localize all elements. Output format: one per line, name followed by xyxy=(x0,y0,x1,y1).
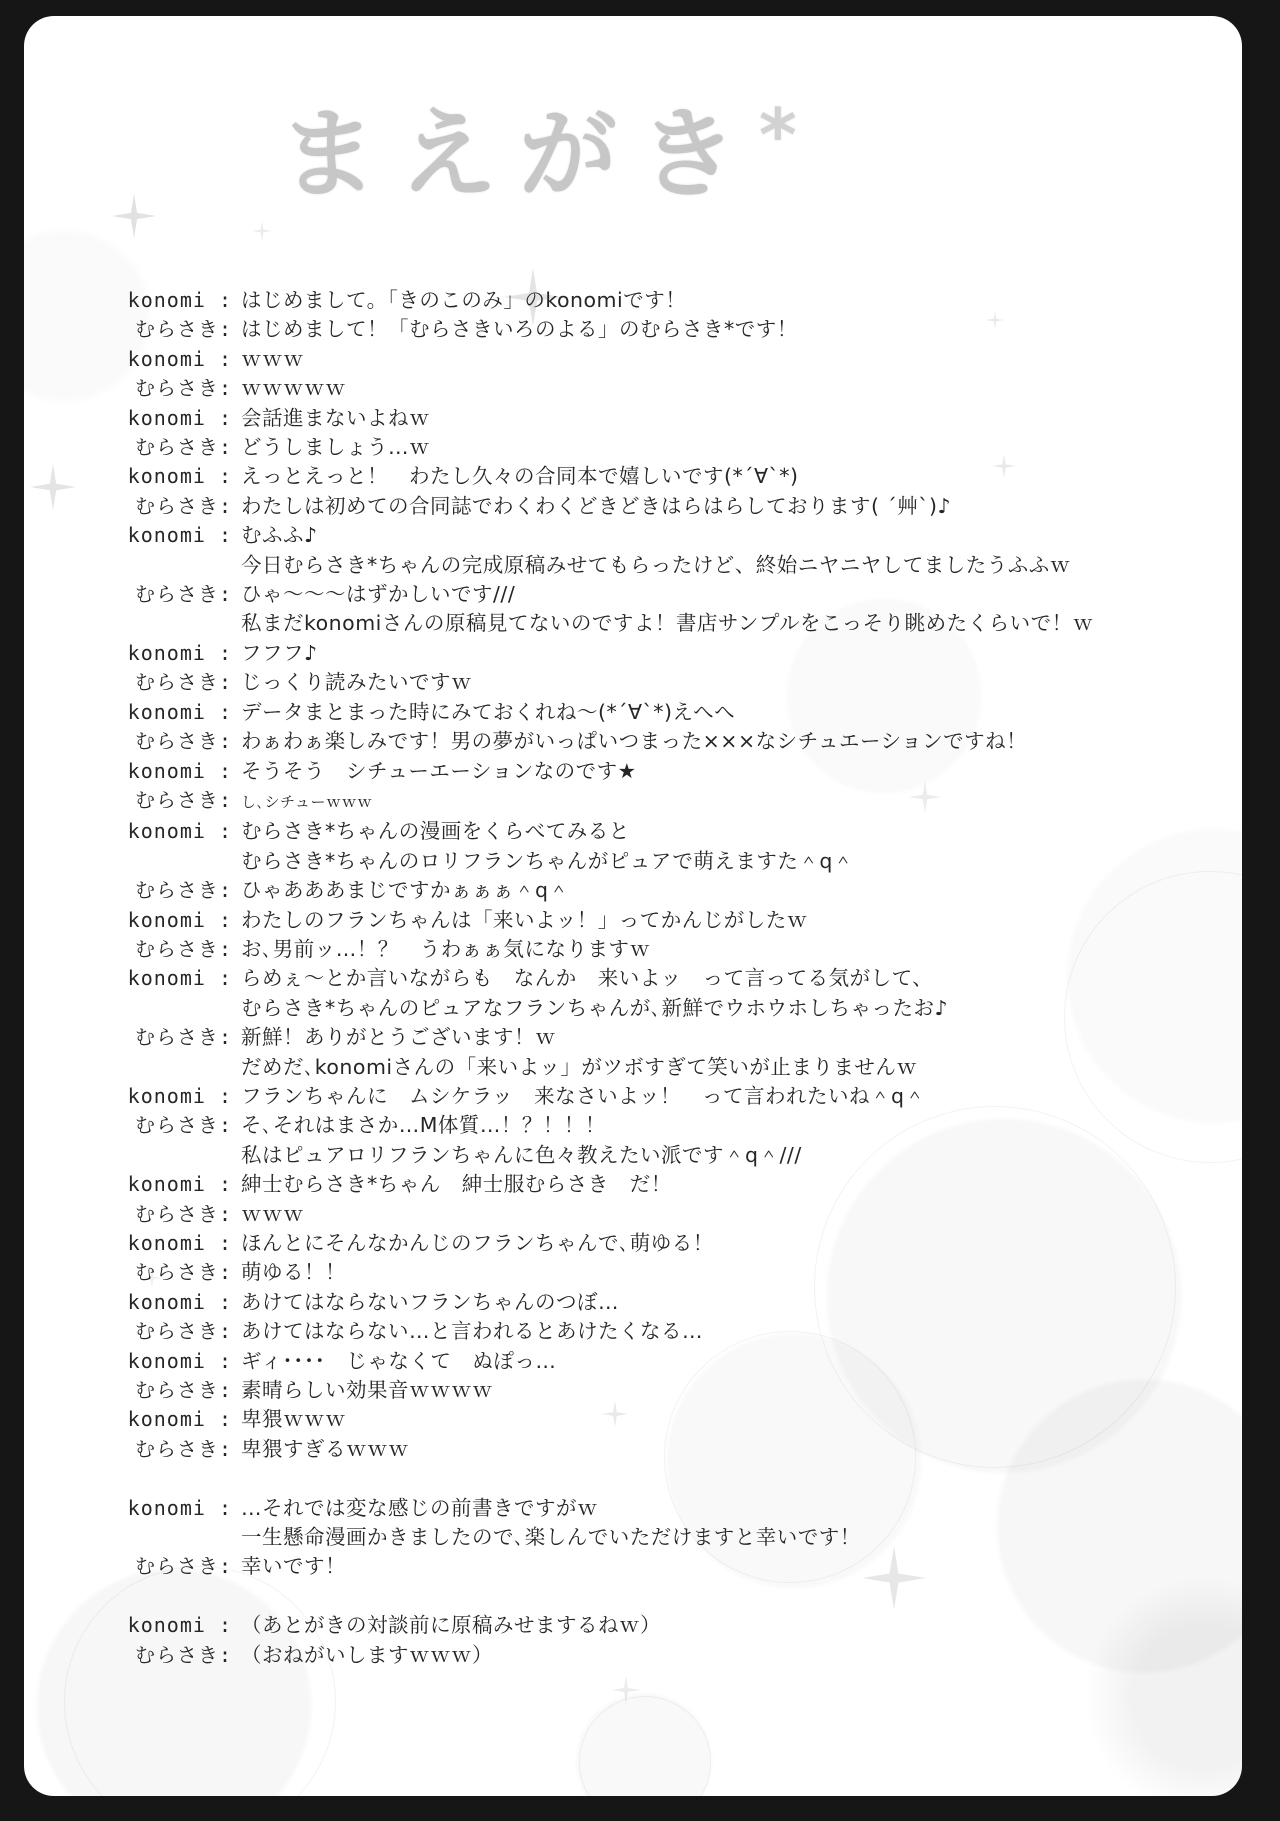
dialogue-text: らめぇ～とか言いながらも なんか 来いよッ って言ってる気がして、 xyxy=(241,966,934,991)
sparkle-icon xyxy=(30,464,76,510)
speaker-label: konomi : xyxy=(127,640,232,665)
dialogue-text: 紳士むらさき*ちゃん 紳士服むらさき だ！ xyxy=(241,1172,672,1197)
dialogue-line xyxy=(102,345,1212,374)
speaker-label: konomi : xyxy=(127,1407,232,1432)
dialogue-line xyxy=(102,1053,1212,1082)
speaker-label: むらさき: xyxy=(134,1554,232,1579)
dialogue-line xyxy=(102,1141,1212,1170)
speaker-label: むらさき: xyxy=(134,493,232,518)
dialogue-line xyxy=(102,1082,1212,1111)
speaker-label: むらさき: xyxy=(134,582,232,607)
dialogue-text: 新鮮！ありがとうございます！ｗ xyxy=(241,1025,556,1050)
dialogue-text: あけてはならない…と言われるとあけたくなる… xyxy=(241,1319,703,1344)
speaker-label: konomi : xyxy=(127,1231,232,1255)
dialogue-line xyxy=(102,551,1212,580)
dialogue-text: そ､それはまさか…M体質…！？！！！ xyxy=(241,1113,606,1138)
dialogue-line xyxy=(102,906,1212,935)
dialogue-text: 私まだkonomiさんの原稿見てないのですよ！書店サンプルをこっそり眺めたくらいで！ｗ xyxy=(241,611,1094,636)
dialogue-line xyxy=(102,668,1212,697)
dialogue-text: データまとまった時にみておくれね～(*´∀`*)えへへ xyxy=(241,699,736,724)
dialogue-text: ひゃ～～～はずかしいです/// xyxy=(241,582,516,607)
dialogue-text: 卑猥ｗｗｗ xyxy=(241,1407,346,1432)
dialogue-line xyxy=(102,462,1212,491)
dialogue-text: どうしましょう…ｗ xyxy=(241,435,430,460)
dialogue-line xyxy=(102,964,1212,993)
dialogue-text: むふふ♪ xyxy=(241,523,318,548)
speaker-label: むらさき: xyxy=(134,317,232,342)
speaker-label: konomi : xyxy=(127,523,232,548)
dialogue-line xyxy=(102,1347,1212,1376)
page-title-text: まえがき xyxy=(279,98,760,212)
speaker-label: むらさき: xyxy=(134,1201,232,1226)
dialogue-text: し､シチューｗｗｗ xyxy=(241,792,373,811)
speaker-label: むらさき: xyxy=(134,878,232,903)
dialogue-text: ほんとにそんなかんじのフランちゃんで､萌ゆる！ xyxy=(241,1231,714,1255)
speaker-label: むらさき: xyxy=(134,787,232,812)
dialogue-line xyxy=(102,935,1212,964)
dialogue-text: ｗｗｗ xyxy=(241,346,304,371)
bubble-decoration xyxy=(579,1696,711,1796)
speaker-label: konomi : xyxy=(127,405,232,430)
dialogue-text: だめだ､konomiさんの「来いよッ」がツボすぎて笑いが止まりませんｗ xyxy=(241,1054,918,1079)
dialogue-line xyxy=(102,1023,1212,1052)
dialogue-text: 卑猥すぎるｗｗｗ xyxy=(241,1436,409,1461)
dialogue-text: むらさき*ちゃんのピュアなフランちゃんが､新鮮でウホウホしちゃったお♪ xyxy=(241,995,949,1020)
dialogue-text: わたしは初めての合同誌でわくわくどきどきはらはらしております( ´艸`)♪ xyxy=(241,493,952,518)
speaker-label: むらさき: xyxy=(134,1319,232,1344)
dialogue-line xyxy=(102,1523,1212,1552)
dialogue-text: ギィ････ じゃなくて ぬぽっ… xyxy=(241,1348,557,1373)
dialogue-line xyxy=(102,609,1212,638)
speaker-label: むらさき: xyxy=(134,1260,232,1285)
dialogue-line xyxy=(102,1258,1212,1287)
dialogue-line xyxy=(102,1111,1212,1140)
dialogue-text: （おねがいしますｗｗｗ） xyxy=(241,1642,493,1667)
speaker-label: むらさき: xyxy=(134,670,232,695)
speaker-label: konomi : xyxy=(127,464,232,489)
dialogue-line xyxy=(102,433,1212,462)
speaker-label: konomi : xyxy=(127,346,232,371)
speaker-label: konomi : xyxy=(127,288,232,312)
page-title xyxy=(279,76,797,217)
dialogue-line xyxy=(102,847,1212,876)
dialogue-text: フランちゃんに ムシケラッ 来なさいよッ！ って言われたいね＾q＾ xyxy=(241,1083,926,1108)
speaker-label: むらさき: xyxy=(134,1113,232,1138)
dialogue-text: 一生懸命漫画かきましたので､楽しんでいただけますと幸いです！ xyxy=(241,1525,861,1550)
speaker-label: むらさき: xyxy=(134,1436,232,1461)
dialogue-line xyxy=(102,315,1212,344)
sparkle-icon xyxy=(252,221,272,241)
speaker-label: むらさき: xyxy=(134,1378,232,1403)
dialogue-text: フフフ♪ xyxy=(241,640,318,665)
dialogue-text: 萌ゆる！！ xyxy=(241,1260,346,1285)
speaker-label: むらさき: xyxy=(134,1642,232,1667)
dialogue-line xyxy=(102,757,1212,786)
dialogue-line xyxy=(102,1376,1212,1405)
dialogue-line xyxy=(102,1200,1212,1229)
speaker-label: konomi : xyxy=(127,819,232,844)
dialogue-text: ｗｗｗｗｗ xyxy=(241,376,346,401)
dialogue-line xyxy=(102,1229,1212,1258)
dialogue-text: ひゃあああまじですかぁぁぁ＾q＾ xyxy=(241,878,570,903)
dialogue-text: 会話進まないよねｗ xyxy=(241,405,430,430)
speaker-label: konomi : xyxy=(127,1348,232,1373)
dialogue-list xyxy=(102,286,1212,1670)
dialogue-text: 幸いです！ xyxy=(241,1554,346,1579)
title-asterisk-mark: * xyxy=(759,93,797,177)
speaker-label: むらさき: xyxy=(134,1025,232,1050)
dialogue-line xyxy=(102,698,1212,727)
speaker-label: konomi : xyxy=(127,966,232,991)
dialogue-text: 素晴らしい効果音ｗｗｗｗ xyxy=(241,1378,493,1403)
dialogue-line xyxy=(102,727,1212,756)
dialogue-line xyxy=(102,786,1212,817)
dialogue-line xyxy=(102,1317,1212,1346)
dialogue-text: そうそう シチューエーションなのです★ xyxy=(241,758,637,783)
dialogue-text: …それでは変な感じの前書きですがｗ xyxy=(241,1495,598,1520)
speaker-label: konomi : xyxy=(127,758,232,783)
speaker-label: むらさき: xyxy=(134,936,232,961)
dialogue-line xyxy=(102,994,1212,1023)
dialogue-text: 私はピュアロリフランちゃんに色々教えたい派です＾q＾/// xyxy=(241,1142,802,1167)
dialogue-text: じっくり読みたいですｗ xyxy=(241,670,472,695)
dialogue-line xyxy=(102,876,1212,905)
speaker-label: むらさき: xyxy=(134,376,232,401)
dialogue-text: むらさき*ちゃんの漫画をくらべてみると xyxy=(241,819,630,844)
sparkle-icon xyxy=(112,194,156,238)
speaker-label: むらさき: xyxy=(134,729,232,754)
speaker-label: konomi : xyxy=(127,1083,232,1108)
dialogue-text: ｗｗｗ xyxy=(241,1201,304,1226)
dialogue-text: あけてはならないフランちゃんのつぼ… xyxy=(241,1289,619,1314)
dialogue-text: お､男前ッ…！？ うわぁぁ気になりますｗ xyxy=(241,936,651,961)
dialogue-line xyxy=(102,1405,1212,1434)
dialogue-line xyxy=(102,1288,1212,1317)
paper-page xyxy=(24,16,1242,1796)
dialogue-text: えっとえっと！ わたし久々の合同本で嬉しいです(*´∀`*) xyxy=(241,464,799,489)
dialogue-line xyxy=(102,286,1212,315)
dialogue-text: （あとがきの対談前に原稿みせまするねｗ） xyxy=(241,1613,661,1638)
dialogue-text: わたしのフランちゃんは「来いよッ！」ってかんじがしたｗ xyxy=(241,907,808,932)
dialogue-line xyxy=(102,1641,1212,1670)
dialogue-line xyxy=(102,374,1212,403)
dialogue-line xyxy=(102,1170,1212,1199)
speaker-label: konomi : xyxy=(127,1289,232,1314)
dialogue-line xyxy=(102,1435,1212,1464)
dialogue-line xyxy=(102,580,1212,609)
dialogue-text: 今日むらさき*ちゃんの完成原稿みせてもらったけど、終始ニヤニヤしてましたうふふｗ xyxy=(241,552,1071,577)
dialogue-text: わぁわぁ楽しみです！男の夢がいっぱいつまった×××なシチュエーションですね！ xyxy=(241,729,1028,754)
speaker-label: konomi : xyxy=(127,1613,232,1638)
dialogue-text: はじめまして！「むらさきいろのよる」のむらさき*です！ xyxy=(241,317,798,342)
speaker-label: konomi : xyxy=(127,907,232,932)
speaker-label: むらさき: xyxy=(134,435,232,460)
dialogue-text: むらさき*ちゃんのロリフランちゃんがピュアで萌えますた＾q＾ xyxy=(241,848,854,873)
dialogue-line xyxy=(102,404,1212,433)
dialogue-line xyxy=(102,1611,1212,1640)
dialogue-text: はじめまして。「きのこのみ」のkonomiです！ xyxy=(241,288,687,312)
speaker-label: konomi : xyxy=(127,699,232,724)
dialogue-line xyxy=(102,521,1212,550)
dialogue-line xyxy=(102,1494,1212,1523)
dialogue-line xyxy=(102,817,1212,846)
dialogue-line xyxy=(102,492,1212,521)
dialogue-line xyxy=(102,639,1212,668)
speaker-label: konomi : xyxy=(127,1172,232,1197)
dialogue-line xyxy=(102,1552,1212,1581)
speaker-label: konomi : xyxy=(127,1495,232,1520)
